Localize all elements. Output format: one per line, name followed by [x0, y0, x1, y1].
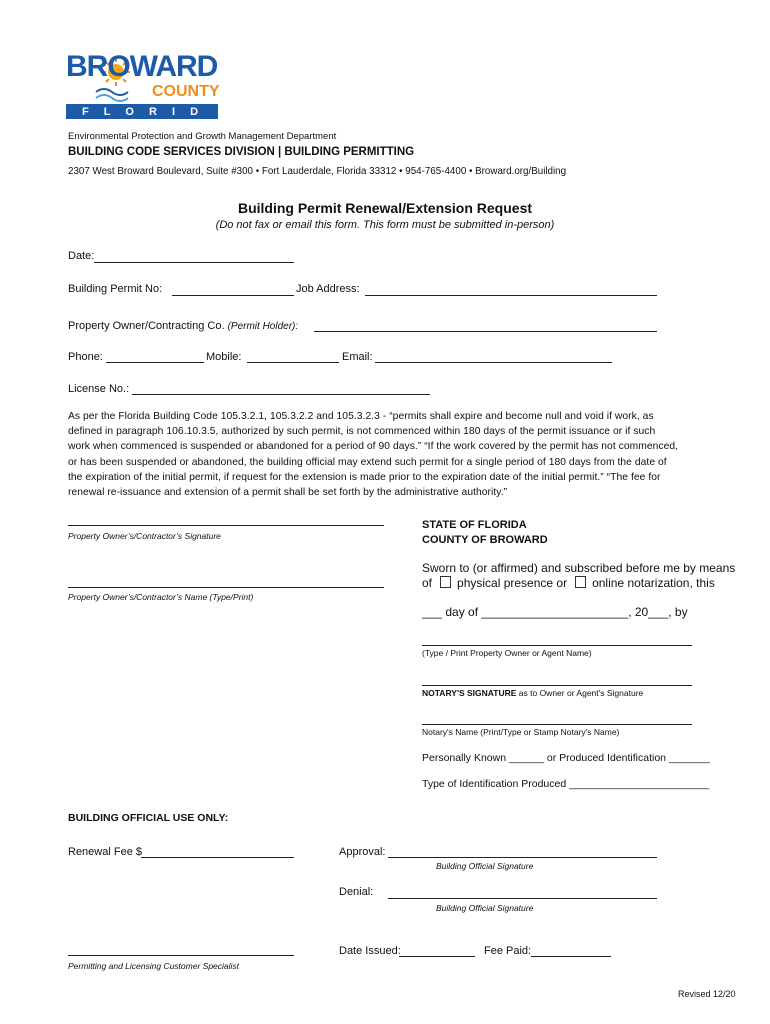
- sworn-line-2: [422, 576, 715, 590]
- owner-label-permit-holder: (Permit Holder):: [227, 321, 299, 332]
- license-field[interactable]: [132, 394, 430, 395]
- renewal-fee-label: Renewal Fee $: [68, 846, 142, 858]
- notary-signature-line[interactable]: [422, 685, 692, 686]
- online-notarization-label: online notarization, this: [592, 576, 715, 590]
- id-type-line: Type of Identification Produced ________________________: [422, 778, 710, 790]
- owner-name-caption: Property Owner’s/Contractor’s Name (Type/Print): [68, 592, 254, 602]
- approval-label: Approval:: [339, 846, 386, 858]
- phone-label: Phone:: [68, 351, 103, 363]
- denial-signature-caption: Building Official Signature: [436, 903, 534, 913]
- specialist-caption: Permitting and Licensing Customer Specialist: [68, 961, 240, 971]
- email-label: Email:: [342, 351, 373, 363]
- logo-county-text: COUNTY: [152, 83, 220, 100]
- job-address-label: Job Address:: [296, 283, 360, 295]
- physical-presence-label: physical presence or: [457, 576, 568, 590]
- date-issued-field[interactable]: [399, 956, 475, 957]
- online-notarization-checkbox[interactable]: [575, 576, 586, 588]
- notary-signature-bold: NOTARY'S SIGNATURE: [422, 688, 517, 698]
- date-label: Date:: [68, 250, 95, 262]
- fee-paid-label: Fee Paid:: [484, 945, 532, 957]
- notary-state: STATE OF FLORIDA: [422, 519, 527, 531]
- broward-county-logo: [66, 50, 222, 132]
- mobile-field[interactable]: [247, 362, 339, 363]
- logo-florida-text: F L O R I D A: [82, 106, 205, 132]
- approval-signature-caption: Building Official Signature: [436, 861, 534, 871]
- renewal-fee-field[interactable]: [141, 857, 294, 858]
- notary-signature-rest: as to Owner or Agent's Signature: [516, 688, 644, 698]
- permit-no-field[interactable]: [172, 295, 294, 296]
- specialist-line[interactable]: [68, 955, 294, 956]
- notary-name-caption: Notary's Name (Print/Type or Stamp Notary's Name): [422, 727, 620, 737]
- owner-field[interactable]: [314, 331, 657, 332]
- fee-paid-field[interactable]: [531, 956, 611, 957]
- email-field[interactable]: [375, 362, 612, 363]
- form-title: Building Permit Renewal/Extension Request: [237, 200, 533, 216]
- permit-no-label: Building Permit No:: [68, 283, 163, 295]
- notary-signature-caption: [422, 688, 643, 698]
- notary-county: COUNTY OF BROWARD: [422, 534, 548, 546]
- personally-known-line: Personally Known ______ or Produced Identification _______: [422, 752, 710, 764]
- owner-label-text: Property Owner/Contracting Co.: [68, 320, 225, 332]
- date-field[interactable]: [94, 262, 294, 263]
- owner-signature-line[interactable]: [68, 525, 384, 526]
- approval-field[interactable]: [388, 857, 657, 858]
- job-address-field[interactable]: [365, 295, 657, 296]
- official-use-heading: BUILDING OFFICIAL USE ONLY:: [68, 812, 229, 824]
- owner-agent-name-line[interactable]: [422, 645, 692, 646]
- logo-broward-text: BROWARD: [66, 50, 218, 83]
- notary-name-line[interactable]: [422, 724, 692, 725]
- license-label: License No.:: [68, 383, 130, 395]
- sworn-of: of: [422, 576, 433, 590]
- revised-date: Revised 12/20: [678, 989, 736, 999]
- owner-label: [68, 320, 298, 332]
- owner-name-line[interactable]: [68, 587, 384, 588]
- day-line: ___ day of ______________________, 20___, by: [422, 605, 688, 619]
- department-name: Environmental Protection and Growth Management Department: [68, 131, 337, 142]
- owner-agent-name-caption: (Type / Print Property Owner or Agent Name): [422, 648, 592, 658]
- mobile-label: Mobile:: [206, 351, 242, 363]
- sworn-line-1: Sworn to (or affirmed) and subscribed before me by means: [422, 561, 736, 575]
- denial-label: Denial:: [339, 886, 374, 898]
- owner-signature-caption: Property Owner’s/Contractor’s Signature: [68, 531, 221, 541]
- code-paragraph: As per the Florida Building Code 105.3.2.1, 105.3.2.2 and 105.3.2.3 - “permits shall expire and become null and void if work, as defined in paragraph 106.10.3.5, authorized by such permit, is not commenced within 180 days of the permit issuance or if such work when commenced is suspended or abandoned for a period of 90 days.” “If the work covered by the permit has not commenced, or has been suspended or abandoned, the building official may extend such permit for a single period of 180 days from the date of the expiration of the initial permit, if request for the extension is made prior to the expiration date of the initial permit.” “The fee for renewal re-issuance and extension of a permit shall be set forth by the administrative authority.”: [68, 411, 679, 499]
- denial-field[interactable]: [388, 898, 657, 899]
- form-subtitle: (Do not fax or email this form. This form must be submitted in-person): [215, 219, 555, 231]
- phone-field[interactable]: [106, 362, 204, 363]
- date-issued-label: Date Issued:: [339, 945, 401, 957]
- physical-presence-checkbox[interactable]: [440, 576, 451, 588]
- division-address: 2307 West Broward Boulevard, Suite #300 • Fort Lauderdale, Florida 33312 • 954-765-4400 • Broward.org/Building: [68, 166, 567, 177]
- division-name: BUILDING CODE SERVICES DIVISION | BUILDING PERMITTING: [68, 146, 415, 158]
